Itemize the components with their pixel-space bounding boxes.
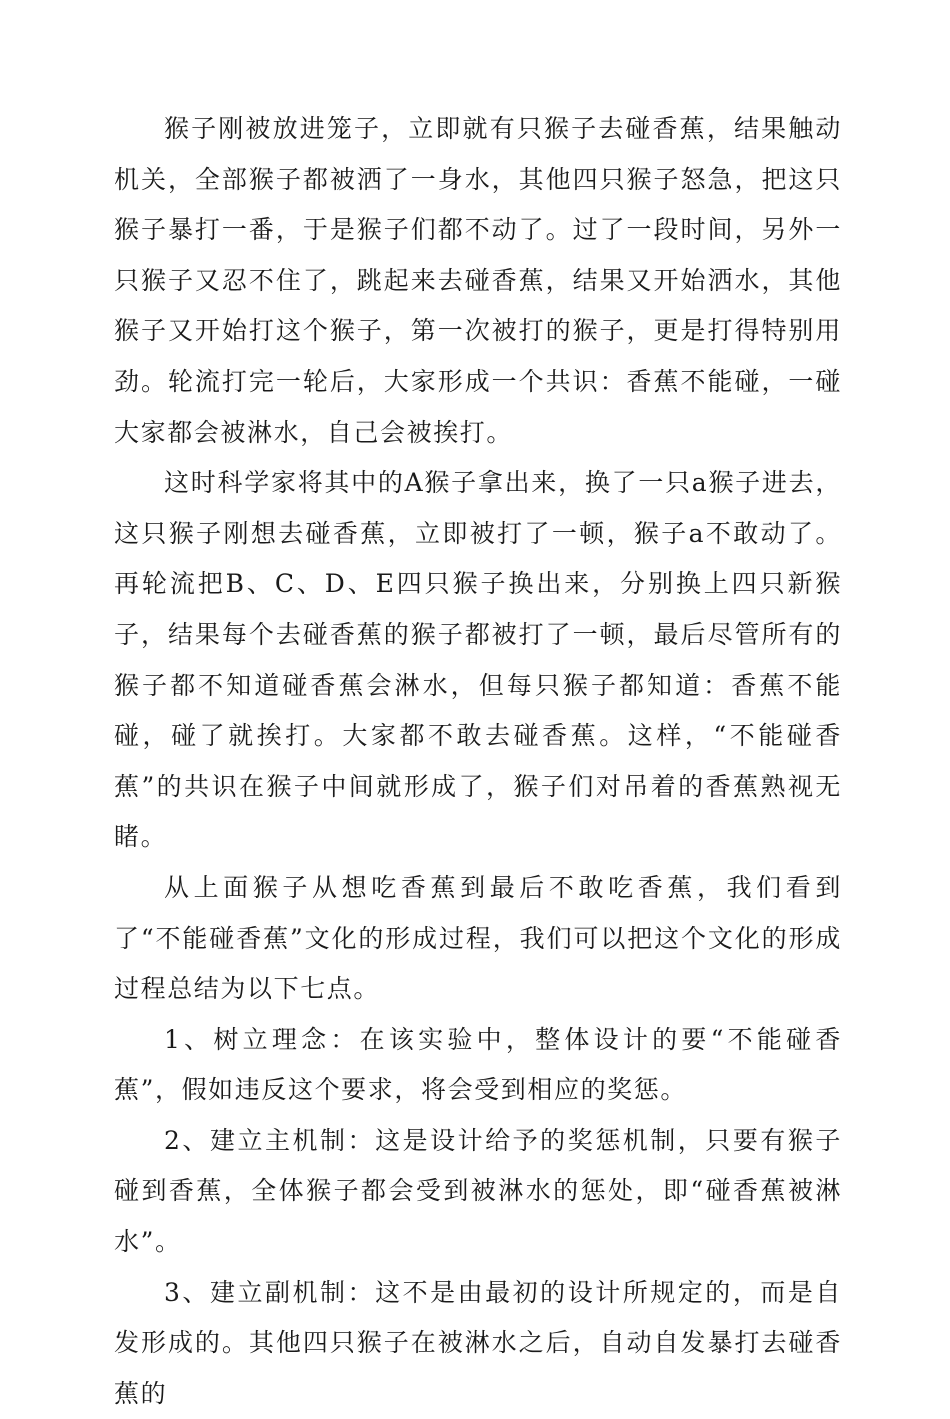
document-body bbox=[114, 104, 842, 1419]
paragraph-6: 3、建立副机制：这不是由最初的设计所规定的，而是自发形成的。其他四只猴子在被淋水之后，自动自发暴打去碰香蕉的 bbox=[114, 1277, 842, 1408]
paragraph-4: 1、树立理念：在该实验中，整体设计的要“不能碰香蕉”，假如违反这个要求，将会受到相应的奖惩。 bbox=[114, 1024, 842, 1105]
paragraph-1: 猴子刚被放进笼子，立即就有只猴子去碰香蕉，结果触动机关，全部猴子都被洒了一身水，其他四只猴子怒急，把这只猴子暴打一番，于是猴子们都不动了。过了一段时间，另外一只猴子又忍不住了，跳起来去碰香蕉，结果又开始洒水，其他猴子又开始打这个猴子，第一次被打的猴子，更是打得特别用劲。轮流打完一轮后，大家形成一个共识：香蕉不能碰，一碰大家都会被淋水，自己会被挨打。 bbox=[114, 114, 842, 447]
paragraph-5: 2、建立主机制：这是设计给予的奖惩机制，只要有猴子碰到香蕉，全体猴子都会受到被淋水的惩处，即“碰香蕉被淋水”。 bbox=[114, 1125, 842, 1257]
paragraph-3: 从上面猴子从想吃香蕉到最后不敢吃香蕉，我们看到了“不能碰香蕉”文化的形成过程，我们可以把这个文化的形成过程总结为以下七点。 bbox=[114, 872, 842, 1004]
paragraph-2: 这时科学家将其中的A猴子拿出来，换了一只a猴子进去，这只猴子刚想去碰香蕉，立即被打了一顿，猴子a不敢动了。再轮流把B、C、D、E四只猴子换出来，分别换上四只新猴子，结果每个去碰香蕉的猴子都被打了一顿，最后尽管所有的猴子都不知道碰香蕉会淋水，但每只猴子都知道：香蕉不能碰，碰了就挨打。大家都不敢去碰香蕉。这样，“不能碰香蕉”的共识在猴子中间就形成了，猴子们对吊着的香蕉熟视无睹。 bbox=[114, 468, 842, 852]
